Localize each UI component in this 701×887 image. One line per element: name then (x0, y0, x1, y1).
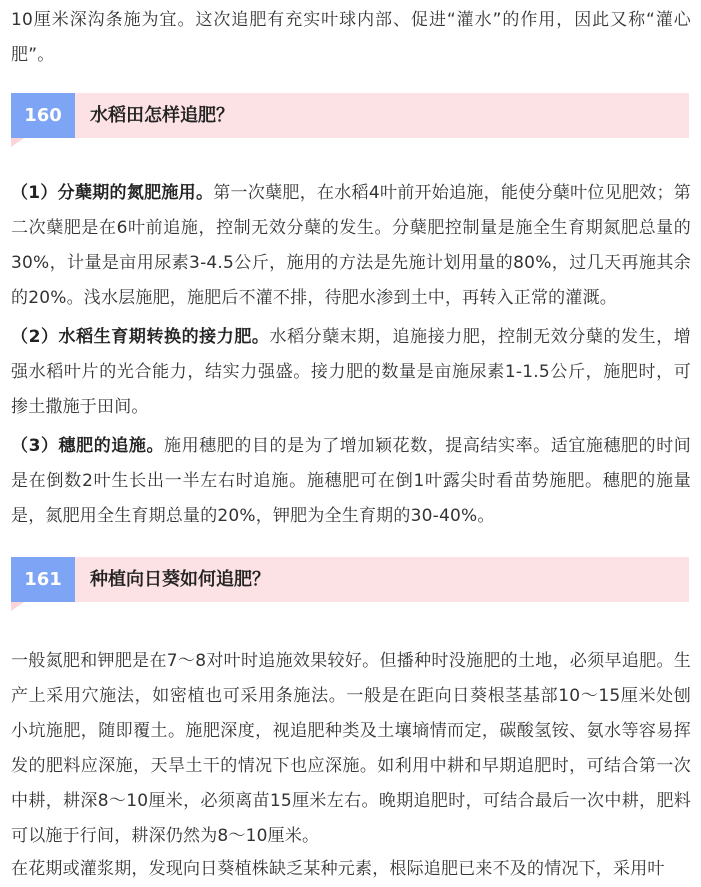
section-header-161 (11, 557, 689, 602)
paragraph-body: 施用穗肥的目的是为了增加颖花数，提高结实率。适宜施穗肥的时间是在倒数2叶生长出一半左右时追施。施穗肥可在倒1叶露尖时看苗势施肥。穗肥的施量是，氮肥用全生育期总量的20%，钾肥为全生育期的30-40%。 (11, 436, 691, 526)
section-161-paragraph-1 (11, 644, 691, 854)
section-161-paragraph-2 (11, 852, 691, 887)
paragraph-heading: （1）分蘖期的氮肥施用。 (11, 183, 214, 203)
paragraph-body: 第一次蘖肥，在水稻4叶前开始追施，能使分蘖叶位见肥效；第二次蘖肥是在6叶前追施，控制无效分蘖的发生。分蘖肥控制量是施全生育期氮肥总量的30%，计量是亩用尿素3-4.5公斤，施用的方法是先施计划用量的80%，过几天再施其余的20%。浅水层施肥，施肥后不灌不排，待肥水渗到土中，再转入正常的灌溉。 (11, 183, 691, 308)
paragraph-body: 一般氮肥和钾肥是在7～8对叶时追施效果较好。但播种时没施肥的土地，必须早追肥。生产上采用穴施法，如密植也可采用条施法。一般是在距向日葵根茎基部10～15厘米处刨小坑施肥，随即覆土。施肥深度，视追肥种类及土壤墒情而定，碳酸氢铵、氨水等容易挥发的肥料应深施，天旱土干的情况下也应深施。如利用中耕和早期追肥时，可结合第一次中耕，耕深8～10厘米，必须离苗15厘米左右。晚期追肥时，可结合最后一次中耕，肥料可以施于行间，耕深仍然为8～10厘米。 (11, 651, 691, 846)
header-fold-decoration (11, 602, 24, 611)
section-header-160 (11, 93, 689, 138)
section-160-paragraph-1 (11, 176, 691, 316)
paragraph-body: 在花期或灌浆期，发现向日葵植株缺乏某种元素，根际追肥已来不及的情况下，采用叶 (11, 859, 665, 879)
section-title: 种植向日葵如何追肥？ (90, 569, 270, 590)
paragraph-heading: （2）水稻生育期转换的接力肥。 (11, 327, 270, 347)
section-160-paragraph-3 (11, 429, 691, 534)
paragraph-heading: （3）穗肥的追施。 (11, 436, 165, 456)
paragraph-body: 水稻分蘖末期，追施接力肥，控制无效分蘖的发生，增强水稻叶片的光合能力，结实力强盛。接力肥的数量是亩施尿素1-1.5公斤，施肥时，可掺土撒施于田间。 (11, 327, 691, 417)
header-fold-decoration (11, 138, 24, 147)
section-number-badge: 161 (11, 557, 75, 602)
section-title: 水稻田怎样追肥？ (90, 105, 234, 126)
section-number-badge: 160 (11, 93, 75, 138)
intro-text: 10厘米深沟条施为宜。这次追肥有充实叶球内部、促进“灌水”的作用，因此又称“灌心肥”。 (11, 10, 691, 65)
section-160-paragraph-2 (11, 320, 691, 425)
intro-paragraph (11, 3, 691, 73)
